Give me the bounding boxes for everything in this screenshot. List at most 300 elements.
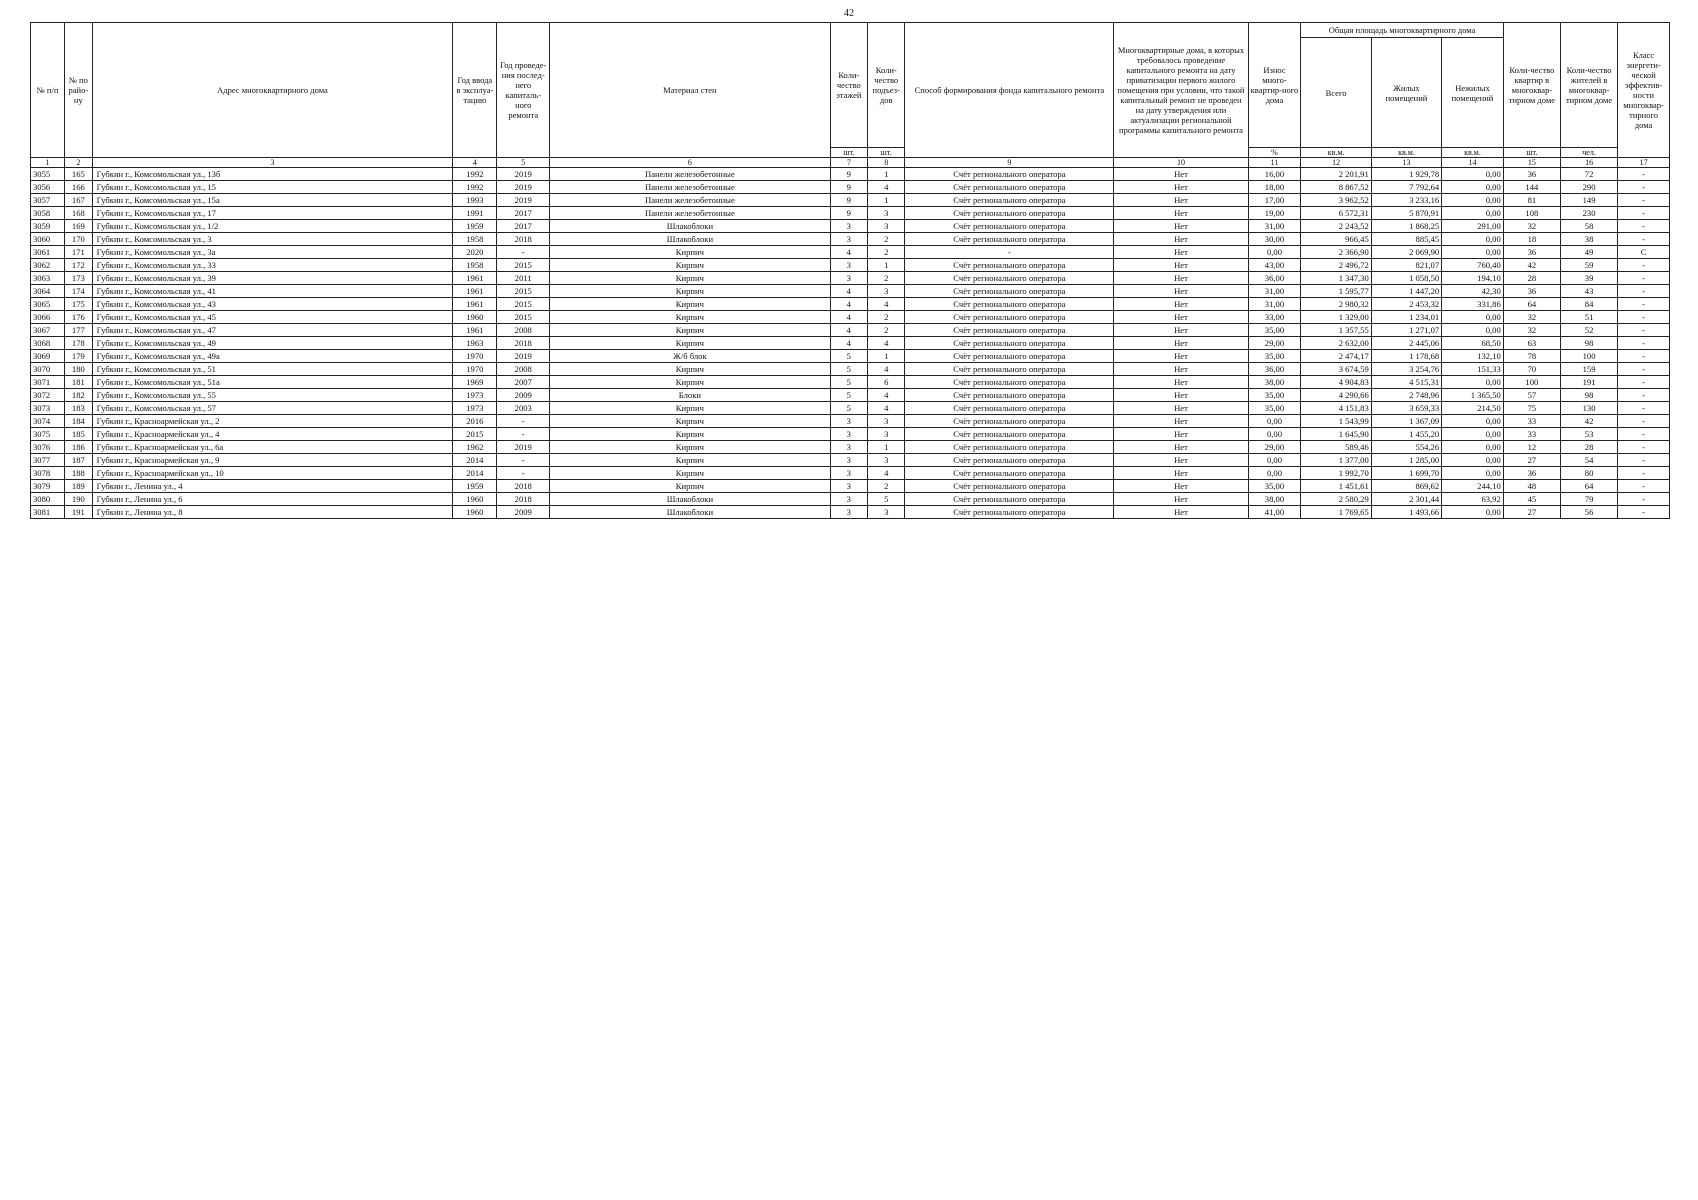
cell-year-built: 1992 — [453, 181, 497, 194]
cell-floors: 3 — [830, 506, 867, 519]
cell-entrances: 4 — [868, 181, 905, 194]
table-row — [31, 506, 1670, 519]
cell-address: Губкин г., Комсомольская ул., 51а — [92, 376, 453, 389]
cell-residents: 149 — [1560, 194, 1617, 207]
cell-floors: 3 — [830, 493, 867, 506]
cell-residents: 38 — [1560, 233, 1617, 246]
cell-wear: 38,00 — [1248, 493, 1301, 506]
cell-energy-class: - — [1618, 350, 1670, 363]
cell-wall-material: Кирпич — [550, 415, 830, 428]
cell-wall-material: Кирпич — [550, 285, 830, 298]
table-row — [31, 350, 1670, 363]
cell-area-residential: 1 868,25 — [1371, 220, 1441, 233]
header-address: Адрес многоквартирного дома — [92, 23, 453, 158]
cell-area-total: 1 329,00 — [1301, 311, 1371, 324]
cell-area-residential: 821,07 — [1371, 259, 1441, 272]
header-area-total: Всего — [1301, 38, 1371, 148]
cell-district-number: 189 — [65, 480, 92, 493]
cell-district-number: 176 — [65, 311, 92, 324]
cell-entrances: 1 — [868, 259, 905, 272]
cell-apartments: 33 — [1503, 415, 1560, 428]
cell-entrances: 3 — [868, 207, 905, 220]
cell-area-nonresidential: 0,00 — [1442, 376, 1504, 389]
cell-floors: 3 — [830, 272, 867, 285]
cell-address: Губкин г., Комсомольская ул., 13б — [92, 168, 453, 181]
cell-district-number: 185 — [65, 428, 92, 441]
cell-address: Губкин г., Красноармейская ул., 10 — [92, 467, 453, 480]
cell-repair-required: Нет — [1114, 324, 1248, 337]
cell-energy-class: - — [1618, 207, 1670, 220]
cell-floors: 4 — [830, 298, 867, 311]
table-row — [31, 272, 1670, 285]
cell-residents: 191 — [1560, 376, 1617, 389]
cell-row-number: 3074 — [31, 415, 65, 428]
cell-wear: 17,00 — [1248, 194, 1301, 207]
cell-address: Губкин г., Красноармейская ул., 2 — [92, 415, 453, 428]
cell-area-total: 4 151,83 — [1301, 402, 1371, 415]
table-row — [31, 246, 1670, 259]
cell-residents: 28 — [1560, 441, 1617, 454]
cell-area-nonresidential: 244,10 — [1442, 480, 1504, 493]
cell-row-number: 3061 — [31, 246, 65, 259]
cell-repair-required: Нет — [1114, 233, 1248, 246]
cell-floors: 4 — [830, 324, 867, 337]
cell-area-nonresidential: 214,50 — [1442, 402, 1504, 415]
cell-energy-class: - — [1618, 194, 1670, 207]
cell-last-repair-year: 2003 — [497, 402, 550, 415]
cell-repair-required: Нет — [1114, 441, 1248, 454]
cell-fund-method: Счёт регионального оператора — [905, 324, 1114, 337]
cell-entrances: 3 — [868, 415, 905, 428]
cell-row-number: 3064 — [31, 285, 65, 298]
cell-apartments: 32 — [1503, 220, 1560, 233]
column-number: 3 — [92, 158, 453, 168]
cell-repair-required: Нет — [1114, 376, 1248, 389]
cell-last-repair-year: 2019 — [497, 441, 550, 454]
cell-year-built: 1959 — [453, 220, 497, 233]
cell-area-total: 6 572,31 — [1301, 207, 1371, 220]
cell-last-repair-year: 2015 — [497, 285, 550, 298]
cell-area-nonresidential: 0,00 — [1442, 207, 1504, 220]
cell-district-number: 179 — [65, 350, 92, 363]
cell-address: Губкин г., Комсомольская ул., 49а — [92, 350, 453, 363]
cell-address: Губкин г., Комсомольская ул., 41 — [92, 285, 453, 298]
cell-year-built: 1992 — [453, 168, 497, 181]
column-number: 17 — [1618, 158, 1670, 168]
cell-apartments: 64 — [1503, 298, 1560, 311]
cell-floors: 5 — [830, 350, 867, 363]
header-repair-required: Многоквартирные дома, в которых требовалось проведение капитального ремонта на дату приватизации первого жилого помещения при условии, что такой капитальный ремонт не проведен на дату утверждения или актуализации региональной программы капитального ремонта — [1114, 23, 1248, 158]
table-row — [31, 363, 1670, 376]
cell-energy-class: - — [1618, 467, 1670, 480]
table-header — [31, 23, 1670, 168]
cell-area-nonresidential: 151,33 — [1442, 363, 1504, 376]
cell-residents: 59 — [1560, 259, 1617, 272]
header-area-nonresidential: Нежилых помещений — [1442, 38, 1504, 148]
cell-repair-required: Нет — [1114, 350, 1248, 363]
cell-residents: 84 — [1560, 298, 1617, 311]
cell-fund-method: Счёт регионального оператора — [905, 194, 1114, 207]
cell-wear: 35,00 — [1248, 324, 1301, 337]
unit-area-total: кв.м. — [1301, 148, 1371, 158]
table-row — [31, 402, 1670, 415]
cell-entrances: 3 — [868, 506, 905, 519]
cell-fund-method: Счёт регионального оператора — [905, 233, 1114, 246]
cell-area-total: 2 580,29 — [1301, 493, 1371, 506]
cell-area-nonresidential: 0,00 — [1442, 194, 1504, 207]
cell-year-built: 1973 — [453, 402, 497, 415]
cell-area-nonresidential: 63,92 — [1442, 493, 1504, 506]
cell-wear: 30,00 — [1248, 233, 1301, 246]
cell-year-built: 1960 — [453, 506, 497, 519]
cell-district-number: 174 — [65, 285, 92, 298]
cell-last-repair-year: 2015 — [497, 298, 550, 311]
cell-apartments: 42 — [1503, 259, 1560, 272]
cell-area-nonresidential: 0,00 — [1442, 454, 1504, 467]
cell-wall-material: Шлакоблоки — [550, 233, 830, 246]
cell-year-built: 1969 — [453, 376, 497, 389]
page-number: 42 — [844, 8, 854, 19]
cell-wear: 41,00 — [1248, 506, 1301, 519]
cell-area-nonresidential: 0,00 — [1442, 181, 1504, 194]
cell-year-built: 1958 — [453, 259, 497, 272]
cell-district-number: 187 — [65, 454, 92, 467]
cell-entrances: 2 — [868, 324, 905, 337]
cell-row-number: 3072 — [31, 389, 65, 402]
cell-last-repair-year: 2018 — [497, 337, 550, 350]
table-row — [31, 181, 1670, 194]
cell-area-nonresidential: 0,00 — [1442, 428, 1504, 441]
cell-area-nonresidential: 194,10 — [1442, 272, 1504, 285]
cell-address: Губкин г., Комсомольская ул., 45 — [92, 311, 453, 324]
cell-energy-class: C — [1618, 246, 1670, 259]
cell-district-number: 166 — [65, 181, 92, 194]
cell-wall-material: Панели железобетонные — [550, 207, 830, 220]
cell-wall-material: Кирпич — [550, 402, 830, 415]
cell-repair-required: Нет — [1114, 194, 1248, 207]
cell-residents: 72 — [1560, 168, 1617, 181]
cell-row-number: 3071 — [31, 376, 65, 389]
cell-fund-method: Счёт регионального оператора — [905, 415, 1114, 428]
cell-repair-required: Нет — [1114, 506, 1248, 519]
cell-area-total: 2 201,91 — [1301, 168, 1371, 181]
cell-wall-material: Панели железобетонные — [550, 181, 830, 194]
cell-year-built: 1970 — [453, 363, 497, 376]
cell-apartments: 12 — [1503, 441, 1560, 454]
cell-floors: 5 — [830, 363, 867, 376]
cell-area-nonresidential: 760,40 — [1442, 259, 1504, 272]
cell-row-number: 3070 — [31, 363, 65, 376]
cell-year-built: 1993 — [453, 194, 497, 207]
cell-residents: 49 — [1560, 246, 1617, 259]
cell-area-residential: 2 301,44 — [1371, 493, 1441, 506]
cell-year-built: 2014 — [453, 454, 497, 467]
cell-last-repair-year: 2018 — [497, 233, 550, 246]
cell-year-built: 1958 — [453, 233, 497, 246]
cell-energy-class: - — [1618, 324, 1670, 337]
cell-repair-required: Нет — [1114, 298, 1248, 311]
column-number: 10 — [1114, 158, 1248, 168]
cell-fund-method: Счёт регионального оператора — [905, 441, 1114, 454]
cell-apartments: 78 — [1503, 350, 1560, 363]
cell-wear: 18,00 — [1248, 181, 1301, 194]
cell-last-repair-year: - — [497, 415, 550, 428]
cell-area-nonresidential: 0,00 — [1442, 246, 1504, 259]
table-row — [31, 415, 1670, 428]
cell-wall-material: Кирпич — [550, 259, 830, 272]
cell-address: Губкин г., Комсомольская ул., 47 — [92, 324, 453, 337]
cell-area-residential: 1 699,70 — [1371, 467, 1441, 480]
cell-entrances: 4 — [868, 363, 905, 376]
cell-wall-material: Кирпич — [550, 272, 830, 285]
cell-district-number: 184 — [65, 415, 92, 428]
cell-address: Губкин г., Красноармейская ул., 4 — [92, 428, 453, 441]
cell-fund-method: Счёт регионального оператора — [905, 168, 1114, 181]
cell-area-total: 1 543,99 — [1301, 415, 1371, 428]
cell-apartments: 32 — [1503, 311, 1560, 324]
cell-area-total: 589,46 — [1301, 441, 1371, 454]
cell-address: Губкин г., Ленина ул., 6 — [92, 493, 453, 506]
cell-area-residential: 1 285,00 — [1371, 454, 1441, 467]
cell-repair-required: Нет — [1114, 389, 1248, 402]
cell-energy-class: - — [1618, 428, 1670, 441]
cell-residents: 80 — [1560, 467, 1617, 480]
cell-fund-method: Счёт регионального оператора — [905, 220, 1114, 233]
column-number: 12 — [1301, 158, 1371, 168]
cell-district-number: 169 — [65, 220, 92, 233]
cell-floors: 3 — [830, 480, 867, 493]
cell-wear: 35,00 — [1248, 402, 1301, 415]
cell-last-repair-year: 2007 — [497, 376, 550, 389]
cell-residents: 64 — [1560, 480, 1617, 493]
cell-district-number: 167 — [65, 194, 92, 207]
cell-district-number: 186 — [65, 441, 92, 454]
cell-last-repair-year: 2019 — [497, 194, 550, 207]
cell-apartments: 33 — [1503, 428, 1560, 441]
cell-wall-material: Ж/б блок — [550, 350, 830, 363]
unit-entrances: шт. — [868, 148, 905, 158]
cell-district-number: 173 — [65, 272, 92, 285]
cell-energy-class: - — [1618, 363, 1670, 376]
cell-year-built: 2020 — [453, 246, 497, 259]
cell-area-total: 3 962,52 — [1301, 194, 1371, 207]
cell-fund-method: Счёт регионального оператора — [905, 402, 1114, 415]
cell-energy-class: - — [1618, 480, 1670, 493]
cell-floors: 3 — [830, 259, 867, 272]
cell-year-built: 1961 — [453, 285, 497, 298]
cell-year-built: 1963 — [453, 337, 497, 350]
cell-entrances: 1 — [868, 441, 905, 454]
cell-row-number: 3076 — [31, 441, 65, 454]
cell-residents: 39 — [1560, 272, 1617, 285]
column-number: 11 — [1248, 158, 1301, 168]
cell-area-residential: 1 455,20 — [1371, 428, 1441, 441]
cell-floors: 3 — [830, 441, 867, 454]
cell-residents: 159 — [1560, 363, 1617, 376]
cell-area-residential: 1 929,78 — [1371, 168, 1441, 181]
cell-fund-method: Счёт регионального оператора — [905, 428, 1114, 441]
cell-wall-material: Кирпич — [550, 246, 830, 259]
cell-entrances: 3 — [868, 454, 905, 467]
cell-wall-material: Блоки — [550, 389, 830, 402]
cell-floors: 3 — [830, 415, 867, 428]
column-number: 8 — [868, 158, 905, 168]
cell-last-repair-year: - — [497, 428, 550, 441]
cell-wall-material: Шлакоблоки — [550, 220, 830, 233]
cell-address: Губкин г., Комсомольская ул., 3 — [92, 233, 453, 246]
cell-entrances: 2 — [868, 480, 905, 493]
cell-area-nonresidential: 1 365,50 — [1442, 389, 1504, 402]
header-year-built: Год ввода в эксплуа-тацию — [453, 23, 497, 158]
cell-wall-material: Шлакоблоки — [550, 493, 830, 506]
cell-floors: 3 — [830, 467, 867, 480]
cell-area-residential: 3 659,33 — [1371, 402, 1441, 415]
header-fund-method: Способ формирования фонда капитального ремонта — [905, 23, 1114, 158]
cell-address: Губкин г., Комсомольская ул., 39 — [92, 272, 453, 285]
cell-address: Губкин г., Комсомольская ул., 33 — [92, 259, 453, 272]
cell-entrances: 4 — [868, 402, 905, 415]
cell-area-nonresidential: 132,10 — [1442, 350, 1504, 363]
cell-residents: 58 — [1560, 220, 1617, 233]
cell-area-total: 1 347,30 — [1301, 272, 1371, 285]
cell-address: Губкин г., Комсомольская ул., 15 — [92, 181, 453, 194]
cell-apartments: 28 — [1503, 272, 1560, 285]
cell-area-residential: 1 271,07 — [1371, 324, 1441, 337]
cell-address: Губкин г., Комсомольская ул., 1/2 — [92, 220, 453, 233]
cell-residents: 42 — [1560, 415, 1617, 428]
column-number: 6 — [550, 158, 830, 168]
cell-area-residential: 1 367,09 — [1371, 415, 1441, 428]
cell-district-number: 180 — [65, 363, 92, 376]
cell-last-repair-year: 2019 — [497, 350, 550, 363]
cell-area-residential: 3 233,16 — [1371, 194, 1441, 207]
cell-energy-class: - — [1618, 454, 1670, 467]
cell-row-number: 3077 — [31, 454, 65, 467]
cell-year-built: 1961 — [453, 324, 497, 337]
cell-fund-method: Счёт регионального оператора — [905, 454, 1114, 467]
cell-last-repair-year: - — [497, 467, 550, 480]
cell-apartments: 36 — [1503, 246, 1560, 259]
cell-address: Губкин г., Комсомольская ул., 49 — [92, 337, 453, 350]
table-row — [31, 337, 1670, 350]
cell-row-number: 3063 — [31, 272, 65, 285]
cell-entrances: 4 — [868, 467, 905, 480]
cell-floors: 9 — [830, 168, 867, 181]
cell-repair-required: Нет — [1114, 493, 1248, 506]
cell-address: Губкин г., Комсомольская ул., 3а — [92, 246, 453, 259]
cell-year-built: 1960 — [453, 493, 497, 506]
cell-last-repair-year: - — [497, 454, 550, 467]
cell-fund-method: Счёт регионального оператора — [905, 350, 1114, 363]
cell-fund-method: - — [905, 246, 1114, 259]
cell-row-number: 3066 — [31, 311, 65, 324]
cell-fund-method: Счёт регионального оператора — [905, 298, 1114, 311]
cell-apartments: 144 — [1503, 181, 1560, 194]
cell-address: Губкин г., Комсомольская ул., 57 — [92, 402, 453, 415]
cell-wear: 36,00 — [1248, 363, 1301, 376]
cell-area-total: 2 632,00 — [1301, 337, 1371, 350]
cell-last-repair-year: - — [497, 246, 550, 259]
cell-residents: 130 — [1560, 402, 1617, 415]
cell-wear: 36,00 — [1248, 272, 1301, 285]
cell-area-total: 1 992,70 — [1301, 467, 1371, 480]
cell-fund-method: Счёт регионального оператора — [905, 272, 1114, 285]
table-body — [31, 168, 1670, 519]
unit-apartments: шт. — [1503, 148, 1560, 158]
cell-wear: 0,00 — [1248, 428, 1301, 441]
cell-area-total: 2 496,72 — [1301, 259, 1371, 272]
cell-year-built: 1960 — [453, 311, 497, 324]
cell-repair-required: Нет — [1114, 207, 1248, 220]
cell-last-repair-year: 2015 — [497, 259, 550, 272]
cell-address: Губкин г., Комсомольская ул., 51 — [92, 363, 453, 376]
cell-wear: 31,00 — [1248, 220, 1301, 233]
cell-energy-class: - — [1618, 233, 1670, 246]
cell-area-nonresidential: 0,00 — [1442, 506, 1504, 519]
cell-address: Губкин г., Ленина ул., 4 — [92, 480, 453, 493]
cell-entrances: 4 — [868, 298, 905, 311]
cell-fund-method: Счёт регионального оператора — [905, 311, 1114, 324]
header-residents: Коли-чество жителей в многоквар-тирном доме — [1560, 23, 1617, 148]
cell-area-total: 3 674,59 — [1301, 363, 1371, 376]
cell-area-total: 1 451,61 — [1301, 480, 1371, 493]
cell-floors: 9 — [830, 194, 867, 207]
cell-address: Губкин г., Комсомольская ул., 43 — [92, 298, 453, 311]
column-number: 9 — [905, 158, 1114, 168]
cell-wear: 0,00 — [1248, 246, 1301, 259]
cell-wear: 31,00 — [1248, 285, 1301, 298]
cell-energy-class: - — [1618, 220, 1670, 233]
cell-residents: 230 — [1560, 207, 1617, 220]
cell-wall-material: Кирпич — [550, 480, 830, 493]
cell-floors: 4 — [830, 337, 867, 350]
cell-area-residential: 554,26 — [1371, 441, 1441, 454]
cell-row-number: 3065 — [31, 298, 65, 311]
cell-wall-material: Кирпич — [550, 298, 830, 311]
cell-energy-class: - — [1618, 181, 1670, 194]
column-number: 13 — [1371, 158, 1441, 168]
cell-fund-method: Счёт регионального оператора — [905, 480, 1114, 493]
cell-area-residential: 2 069,90 — [1371, 246, 1441, 259]
cell-repair-required: Нет — [1114, 181, 1248, 194]
cell-residents: 56 — [1560, 506, 1617, 519]
cell-fund-method: Счёт регионального оператора — [905, 181, 1114, 194]
cell-floors: 4 — [830, 311, 867, 324]
cell-entrances: 4 — [868, 337, 905, 350]
column-number: 7 — [830, 158, 867, 168]
cell-residents: 52 — [1560, 324, 1617, 337]
cell-energy-class: - — [1618, 285, 1670, 298]
table-row — [31, 389, 1670, 402]
cell-district-number: 170 — [65, 233, 92, 246]
cell-floors: 5 — [830, 376, 867, 389]
cell-row-number: 3080 — [31, 493, 65, 506]
cell-apartments: 45 — [1503, 493, 1560, 506]
cell-wall-material: Кирпич — [550, 454, 830, 467]
cell-floors: 5 — [830, 389, 867, 402]
header-energy-class: Класс энергети-ческой эффектив-ности многоквар-тирного дома — [1618, 23, 1670, 158]
cell-area-total: 966,45 — [1301, 233, 1371, 246]
cell-fund-method: Счёт регионального оператора — [905, 467, 1114, 480]
cell-area-total: 1 357,55 — [1301, 324, 1371, 337]
header-district-number: № по райо-ну — [65, 23, 92, 158]
cell-last-repair-year: 2019 — [497, 168, 550, 181]
cell-area-residential: 2 453,32 — [1371, 298, 1441, 311]
cell-last-repair-year: 2018 — [497, 493, 550, 506]
cell-floors: 4 — [830, 285, 867, 298]
cell-fund-method: Счёт регионального оператора — [905, 207, 1114, 220]
cell-last-repair-year: 2011 — [497, 272, 550, 285]
